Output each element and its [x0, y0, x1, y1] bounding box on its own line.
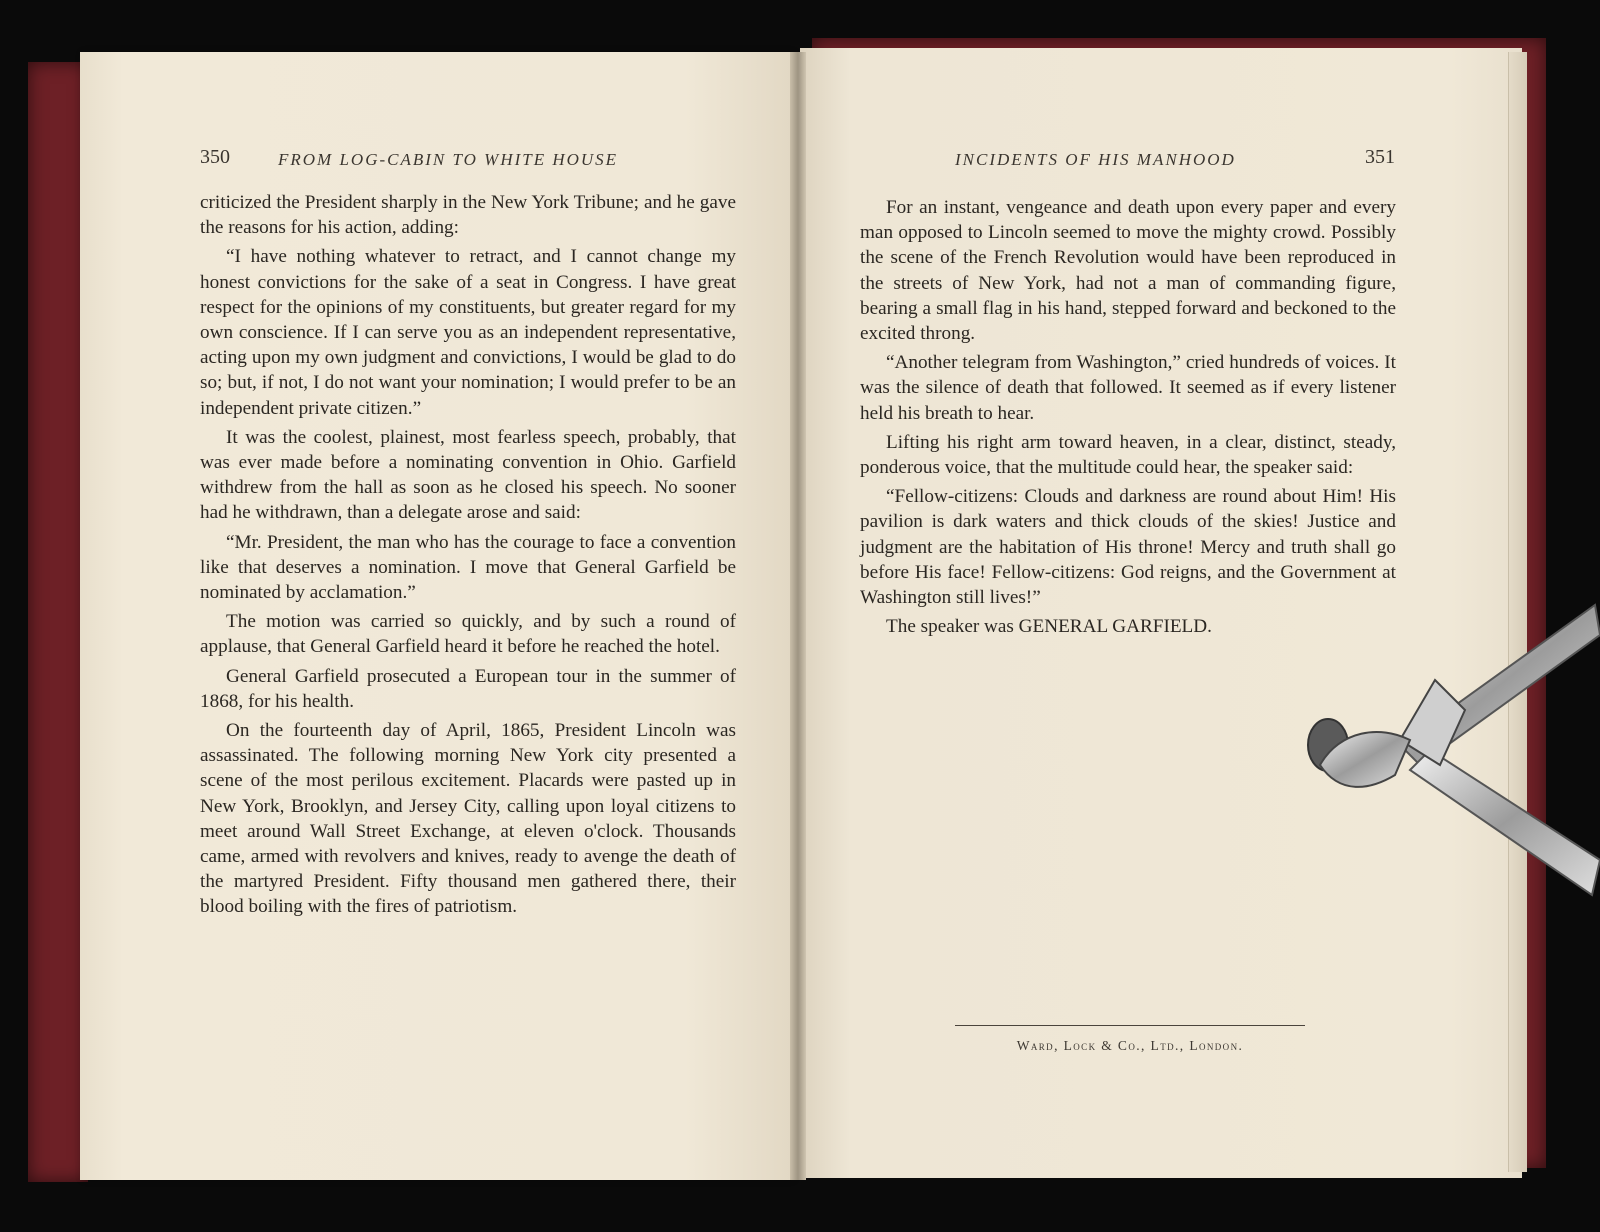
right-paragraph-2: “Another telegram from Washington,” cried hundreds of voices. It was the silence of death that followed. It seemed as if every listener held his breath to hear. [860, 352, 1396, 424]
left-paragraph-4: “Mr. President, the man who has the courage to face a convention like that deserves a nomination. I move that General Garfield be nominated by acclamation.” [200, 531, 736, 604]
left-page-body [200, 190, 736, 924]
left-paragraph-5: The motion was carried so quickly, and by such a round of applause, that General Garfield heard it before he reached the hotel. [200, 611, 736, 658]
left-paragraph-1: criticized the President sharply in the New York Tribune; and he gave the reasons for his action, adding: [200, 192, 736, 239]
right-paragraph-1: For an instant, vengeance and death upon every paper and every man opposed to Lincoln seemed to move the mighty crowd. Possibly the scene of the French Revolution would have been reproduced in the streets of New York, had not a man of commanding figure, bearing a small flag in his hand, stepped forward and beckoned to the excited throng. [860, 197, 1396, 345]
left-running-head: FROM LOG-CABIN TO WHITE HOUSE [278, 150, 619, 169]
left-paragraph-2: “I have nothing whatever to retract, and I cannot change my honest convictions for the sake of a seat in Congress. I have great respect for the opinions of my constituents, but greater regard for my own conscience. If I can serve you as an independent representative, acting upon my own judgment and convictions, I would be glad to do so; but, if not, I do not want your nomination; I would prefer to be an independent private citizen.” [200, 246, 736, 419]
right-paragraph-5: The speaker was GENERAL GARFIELD. [886, 616, 1212, 638]
right-page-number: 351 [1365, 146, 1395, 168]
left-paragraph-3: It was the coolest, plainest, most fearless speech, probably, that was ever made before a nominating convention in Ohio. Garfield withdrew from the hall as soon as he closed his speech. No sooner had he withdrawn, than a delegate arose and said: [200, 426, 736, 524]
publisher-imprint: Ward, Lock & Co., Ltd., London. [1016, 1038, 1244, 1053]
bookmark-clip-icon [1300, 590, 1600, 920]
right-paragraph-3: Lifting his right arm toward heaven, in a clear, distinct, steady, ponderous voice, that the multitude could hear, the speaker said: [860, 431, 1396, 479]
right-running-head: INCIDENTS OF HIS MANHOOD [955, 150, 1236, 169]
right-paragraph-4: “Fellow-citizens: Clouds and darkness are round about Him! His pavilion is dark waters and thick clouds of the skies! Justice and judgment are the habitation of His throne! Mercy and truth shall go before His face! Fellow-citizens: God reigns, and the Government at Washington still lives!” [860, 486, 1396, 609]
right-page-body [860, 195, 1396, 643]
left-page-number: 350 [200, 146, 230, 168]
left-paragraph-7: On the fourteenth day of April, 1865, President Lincoln was assassinated. The following morning New York city presented a scene of the most perilous excitement. Placards were pasted up in New York, Brooklyn, and Jersey City, calling upon loyal citizens to meet around Wall Street Exchange, at eleven o'clock. Thousands came, armed with revolvers and knives, ready to avenge the death of the martyred President. Fifty thousand men gathered there, their blood boiling with the fires of patriotism. [200, 720, 736, 918]
book-gutter [790, 52, 806, 1180]
book-cover-left [28, 62, 88, 1182]
footer-rule [955, 1025, 1305, 1026]
left-paragraph-6: General Garfield prosecuted a European tour in the summer of 1868, for his health. [200, 665, 736, 712]
